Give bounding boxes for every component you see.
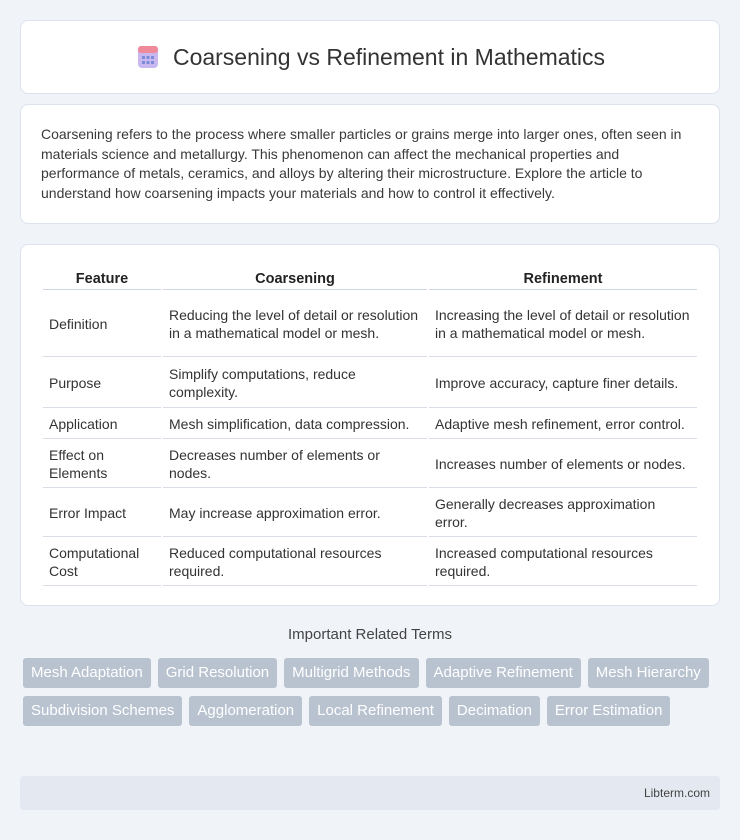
term-tag[interactable]: Decimation: [449, 696, 540, 726]
header-feature: Feature: [43, 267, 161, 290]
term-tag[interactable]: Multigrid Methods: [284, 658, 418, 688]
term-tag[interactable]: Agglomeration: [189, 696, 302, 726]
row-coarsening: Mesh simplification, data compression.: [163, 410, 427, 439]
header-refinement: Refinement: [429, 267, 697, 290]
table-row: [43, 490, 697, 537]
term-tag[interactable]: Error Estimation: [547, 696, 671, 726]
table-row: [43, 292, 697, 357]
term-tag[interactable]: Grid Resolution: [158, 658, 277, 688]
table-row: [43, 539, 697, 586]
term-tag[interactable]: Mesh Adaptation: [23, 658, 151, 688]
page-title: Coarsening vs Refinement in Mathematics: [172, 43, 606, 70]
footer: [20, 776, 720, 810]
comparison-table: [41, 265, 699, 588]
row-refinement: Increasing the level of detail or resolution in a mathematical model or mesh.: [429, 292, 697, 357]
related-terms-title: Important Related Terms: [288, 626, 452, 643]
related-terms-list: [23, 658, 723, 726]
row-feature: Computational Cost: [43, 539, 161, 586]
footer-brand[interactable]: Libterm.com: [643, 786, 710, 800]
row-refinement: Increases number of elements or nodes.: [429, 441, 697, 488]
row-refinement: Increased computational resources required.: [429, 539, 697, 586]
title-card: [20, 20, 720, 94]
row-coarsening: Reduced computational resources required.: [163, 539, 427, 586]
row-coarsening: Decreases number of elements or nodes.: [163, 441, 427, 488]
table-row: [43, 410, 697, 439]
term-tag[interactable]: Adaptive Refinement: [426, 658, 581, 688]
row-feature: Application: [43, 410, 161, 439]
table-header-row: [43, 267, 697, 290]
row-refinement: Improve accuracy, capture finer details.: [429, 359, 697, 408]
row-feature: Error Impact: [43, 490, 161, 537]
intro-card: [20, 104, 720, 224]
row-feature: Definition: [43, 292, 161, 357]
row-refinement: Generally decreases approximation error.: [429, 490, 697, 537]
calculator-icon: [135, 44, 161, 70]
term-tag[interactable]: Local Refinement: [309, 696, 442, 726]
table-row: [43, 441, 697, 488]
term-tag[interactable]: Subdivision Schemes: [23, 696, 182, 726]
intro-text: Coarsening refers to the process where smaller particles or grains merge into larger ones, often seen in materials science and metallurgy. This phenomenon can affect the mechanical properties and performance of metals, ceramics, and alloys by altering their microstructure. Explore the article to understand how coarsening impacts your materials and how to control it effectively.: [41, 126, 682, 201]
term-tag[interactable]: Mesh Hierarchy: [588, 658, 709, 688]
header-coarsening: Coarsening: [163, 267, 427, 290]
comparison-card: [20, 244, 720, 606]
row-feature: Effect on Elements: [43, 441, 161, 488]
row-coarsening: Reducing the level of detail or resolution in a mathematical model or mesh.: [163, 292, 427, 357]
row-refinement: Adaptive mesh refinement, error control.: [429, 410, 697, 439]
row-coarsening: May increase approximation error.: [163, 490, 427, 537]
row-feature: Purpose: [43, 359, 161, 408]
row-coarsening: Simplify computations, reduce complexity.: [163, 359, 427, 408]
table-row: [43, 359, 697, 408]
